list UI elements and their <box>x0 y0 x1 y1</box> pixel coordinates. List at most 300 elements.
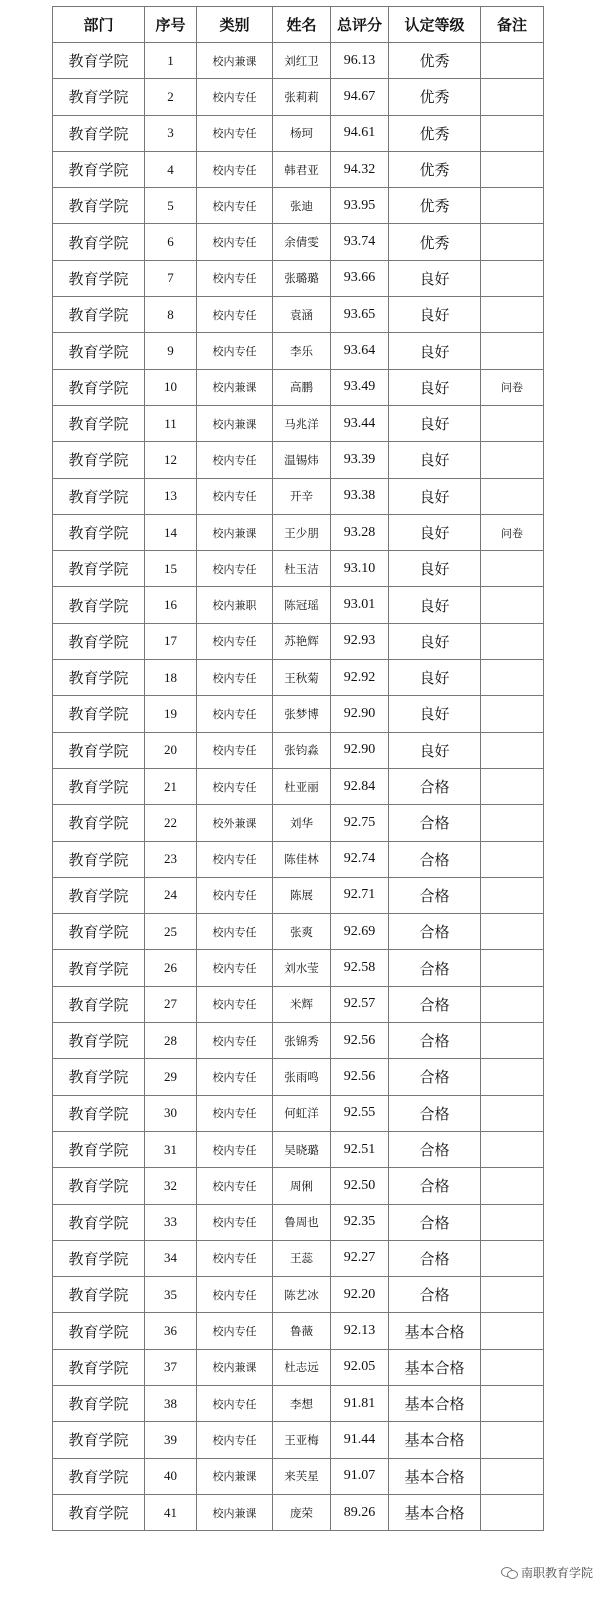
cell-level: 良好 <box>389 297 481 333</box>
cell-name: 马兆洋 <box>273 405 331 441</box>
cell-score: 91.07 <box>331 1458 389 1494</box>
cell-category: 校内专任 <box>197 841 273 877</box>
table-row <box>53 1458 544 1494</box>
cell-level: 良好 <box>389 660 481 696</box>
table-row <box>53 1313 544 1349</box>
cell-score: 93.74 <box>331 224 389 260</box>
cell-index: 27 <box>145 986 197 1022</box>
cell-category: 校内专任 <box>197 1023 273 1059</box>
cell-dept: 教育学院 <box>53 514 145 550</box>
cell-level: 基本合格 <box>389 1422 481 1458</box>
table-row <box>53 587 544 623</box>
cell-level: 基本合格 <box>389 1494 481 1530</box>
cell-index: 19 <box>145 696 197 732</box>
cell-index: 34 <box>145 1240 197 1276</box>
table-row <box>53 514 544 550</box>
cell-name: 张钧淼 <box>273 732 331 768</box>
cell-score: 94.32 <box>331 151 389 187</box>
table-row <box>53 369 544 405</box>
cell-dept: 教育学院 <box>53 660 145 696</box>
cell-score: 93.28 <box>331 514 389 550</box>
cell-level: 优秀 <box>389 79 481 115</box>
table-row <box>53 660 544 696</box>
cell-dept: 教育学院 <box>53 333 145 369</box>
cell-note <box>481 478 544 514</box>
header-name: 姓名 <box>273 7 331 43</box>
cell-dept: 教育学院 <box>53 1385 145 1421</box>
header-level: 认定等级 <box>389 7 481 43</box>
cell-dept: 教育学院 <box>53 623 145 659</box>
cell-category: 校内专任 <box>197 151 273 187</box>
cell-name: 王秋菊 <box>273 660 331 696</box>
cell-name: 陈展 <box>273 877 331 913</box>
cell-category: 校内专任 <box>197 1313 273 1349</box>
cell-level: 合格 <box>389 805 481 841</box>
cell-dept: 教育学院 <box>53 732 145 768</box>
cell-level: 合格 <box>389 986 481 1022</box>
cell-level: 良好 <box>389 369 481 405</box>
cell-score: 92.27 <box>331 1240 389 1276</box>
cell-index: 17 <box>145 623 197 659</box>
cell-score: 93.39 <box>331 442 389 478</box>
cell-level: 合格 <box>389 1059 481 1095</box>
wechat-icon <box>501 1566 517 1579</box>
watermark <box>501 1564 593 1581</box>
cell-note <box>481 1131 544 1167</box>
cell-category: 校内专任 <box>197 1240 273 1276</box>
cell-level: 合格 <box>389 1277 481 1313</box>
cell-name: 张锦秀 <box>273 1023 331 1059</box>
cell-index: 9 <box>145 333 197 369</box>
cell-note <box>481 768 544 804</box>
cell-note <box>481 1095 544 1131</box>
header-note: 备注 <box>481 7 544 43</box>
cell-level: 良好 <box>389 333 481 369</box>
cell-level: 基本合格 <box>389 1349 481 1385</box>
cell-score: 92.84 <box>331 768 389 804</box>
cell-name: 吴晓璐 <box>273 1131 331 1167</box>
cell-category: 校内专任 <box>197 1168 273 1204</box>
table-row <box>53 1277 544 1313</box>
table-row <box>53 841 544 877</box>
cell-name: 杜玉洁 <box>273 551 331 587</box>
cell-note <box>481 1313 544 1349</box>
table-row <box>53 986 544 1022</box>
cell-category: 校内专任 <box>197 188 273 224</box>
table-row <box>53 1204 544 1240</box>
table-body <box>53 43 544 1531</box>
cell-score: 92.75 <box>331 805 389 841</box>
header-index: 序号 <box>145 7 197 43</box>
cell-level: 基本合格 <box>389 1385 481 1421</box>
cell-score: 92.74 <box>331 841 389 877</box>
cell-level: 优秀 <box>389 151 481 187</box>
cell-category: 校内专任 <box>197 660 273 696</box>
cell-note <box>481 914 544 950</box>
cell-index: 24 <box>145 877 197 913</box>
cell-name: 张莉莉 <box>273 79 331 115</box>
cell-name: 高鹏 <box>273 369 331 405</box>
cell-name: 刘华 <box>273 805 331 841</box>
cell-category: 校内兼课 <box>197 1349 273 1385</box>
cell-category: 校内专任 <box>197 79 273 115</box>
cell-name: 陈艺冰 <box>273 1277 331 1313</box>
cell-category: 校内专任 <box>197 623 273 659</box>
cell-score: 94.61 <box>331 115 389 151</box>
cell-note <box>481 442 544 478</box>
cell-category: 校内兼课 <box>197 369 273 405</box>
cell-category: 校内专任 <box>197 1385 273 1421</box>
cell-name: 来芙星 <box>273 1458 331 1494</box>
cell-name: 苏艳辉 <box>273 623 331 659</box>
cell-level: 良好 <box>389 587 481 623</box>
cell-note <box>481 224 544 260</box>
cell-index: 2 <box>145 79 197 115</box>
cell-dept: 教育学院 <box>53 188 145 224</box>
cell-score: 93.49 <box>331 369 389 405</box>
cell-dept: 教育学院 <box>53 224 145 260</box>
cell-score: 92.50 <box>331 1168 389 1204</box>
cell-category: 校内专任 <box>197 1204 273 1240</box>
cell-note <box>481 1422 544 1458</box>
table-row <box>53 768 544 804</box>
cell-dept: 教育学院 <box>53 115 145 151</box>
cell-name: 何虹洋 <box>273 1095 331 1131</box>
cell-dept: 教育学院 <box>53 587 145 623</box>
cell-name: 鲁周也 <box>273 1204 331 1240</box>
cell-index: 32 <box>145 1168 197 1204</box>
cell-index: 14 <box>145 514 197 550</box>
table-row <box>53 333 544 369</box>
cell-index: 25 <box>145 914 197 950</box>
header-row <box>53 7 544 43</box>
cell-category: 校内兼课 <box>197 405 273 441</box>
cell-index: 30 <box>145 1095 197 1131</box>
cell-index: 39 <box>145 1422 197 1458</box>
table-row <box>53 950 544 986</box>
cell-score: 92.58 <box>331 950 389 986</box>
cell-name: 温锡炜 <box>273 442 331 478</box>
cell-level: 合格 <box>389 768 481 804</box>
cell-note <box>481 260 544 296</box>
table-row <box>53 297 544 333</box>
cell-dept: 教育学院 <box>53 1204 145 1240</box>
cell-note <box>481 623 544 659</box>
cell-dept: 教育学院 <box>53 914 145 950</box>
cell-level: 优秀 <box>389 188 481 224</box>
cell-score: 92.90 <box>331 732 389 768</box>
cell-note <box>481 986 544 1022</box>
table-row <box>53 877 544 913</box>
cell-index: 40 <box>145 1458 197 1494</box>
cell-dept: 教育学院 <box>53 1023 145 1059</box>
cell-note <box>481 1277 544 1313</box>
table-row <box>53 115 544 151</box>
table-row <box>53 43 544 79</box>
cell-dept: 教育学院 <box>53 297 145 333</box>
cell-note <box>481 115 544 151</box>
cell-name: 开辛 <box>273 478 331 514</box>
cell-dept: 教育学院 <box>53 1494 145 1530</box>
cell-category: 校外兼课 <box>197 805 273 841</box>
cell-name: 杨珂 <box>273 115 331 151</box>
cell-category: 校内专任 <box>197 1059 273 1095</box>
cell-score: 93.65 <box>331 297 389 333</box>
table-row <box>53 79 544 115</box>
cell-dept: 教育学院 <box>53 1277 145 1313</box>
cell-category: 校内专任 <box>197 297 273 333</box>
cell-dept: 教育学院 <box>53 805 145 841</box>
cell-category: 校内专任 <box>197 478 273 514</box>
cell-dept: 教育学院 <box>53 1240 145 1276</box>
cell-category: 校内专任 <box>197 986 273 1022</box>
cell-level: 良好 <box>389 260 481 296</box>
cell-dept: 教育学院 <box>53 405 145 441</box>
cell-name: 王亚梅 <box>273 1422 331 1458</box>
table-row <box>53 1422 544 1458</box>
cell-note <box>481 1059 544 1095</box>
cell-score: 92.20 <box>331 1277 389 1313</box>
cell-score: 92.93 <box>331 623 389 659</box>
cell-category: 校内专任 <box>197 732 273 768</box>
cell-level: 合格 <box>389 1023 481 1059</box>
cell-dept: 教育学院 <box>53 478 145 514</box>
table-row <box>53 1385 544 1421</box>
cell-dept: 教育学院 <box>53 768 145 804</box>
cell-note <box>481 1023 544 1059</box>
cell-dept: 教育学院 <box>53 1131 145 1167</box>
cell-note <box>481 696 544 732</box>
header-category: 类别 <box>197 7 273 43</box>
table-row <box>53 1168 544 1204</box>
cell-note <box>481 188 544 224</box>
cell-dept: 教育学院 <box>53 1422 145 1458</box>
cell-note <box>481 551 544 587</box>
cell-name: 刘水莹 <box>273 950 331 986</box>
cell-name: 周俐 <box>273 1168 331 1204</box>
cell-level: 良好 <box>389 696 481 732</box>
cell-index: 22 <box>145 805 197 841</box>
cell-category: 校内兼课 <box>197 1494 273 1530</box>
cell-score: 93.95 <box>331 188 389 224</box>
cell-name: 陈冠瑶 <box>273 587 331 623</box>
cell-score: 92.05 <box>331 1349 389 1385</box>
cell-index: 7 <box>145 260 197 296</box>
cell-level: 良好 <box>389 442 481 478</box>
header-dept: 部门 <box>53 7 145 43</box>
cell-category: 校内专任 <box>197 1095 273 1131</box>
cell-category: 校内专任 <box>197 115 273 151</box>
cell-score: 92.55 <box>331 1095 389 1131</box>
cell-score: 93.38 <box>331 478 389 514</box>
table-row <box>53 805 544 841</box>
cell-score: 89.26 <box>331 1494 389 1530</box>
evaluation-table <box>52 6 544 1531</box>
cell-index: 13 <box>145 478 197 514</box>
cell-note <box>481 732 544 768</box>
cell-category: 校内专任 <box>197 260 273 296</box>
cell-category: 校内专任 <box>197 768 273 804</box>
table-row <box>53 260 544 296</box>
table-row <box>53 623 544 659</box>
cell-name: 袁涵 <box>273 297 331 333</box>
cell-note <box>481 841 544 877</box>
cell-index: 29 <box>145 1059 197 1095</box>
cell-dept: 教育学院 <box>53 841 145 877</box>
cell-level: 基本合格 <box>389 1458 481 1494</box>
cell-index: 5 <box>145 188 197 224</box>
cell-dept: 教育学院 <box>53 551 145 587</box>
cell-note <box>481 297 544 333</box>
cell-index: 36 <box>145 1313 197 1349</box>
cell-name: 杜亚丽 <box>273 768 331 804</box>
table-row <box>53 188 544 224</box>
cell-note <box>481 79 544 115</box>
cell-level: 合格 <box>389 877 481 913</box>
cell-name: 王少朋 <box>273 514 331 550</box>
cell-score: 93.44 <box>331 405 389 441</box>
header-score: 总评分 <box>331 7 389 43</box>
cell-name: 米辉 <box>273 986 331 1022</box>
watermark-text: 南职教育学院 <box>520 1566 593 1580</box>
cell-score: 93.66 <box>331 260 389 296</box>
cell-dept: 教育学院 <box>53 1059 145 1095</box>
cell-index: 16 <box>145 587 197 623</box>
cell-level: 合格 <box>389 841 481 877</box>
table-row <box>53 151 544 187</box>
cell-note <box>481 405 544 441</box>
cell-dept: 教育学院 <box>53 442 145 478</box>
cell-dept: 教育学院 <box>53 369 145 405</box>
cell-index: 28 <box>145 1023 197 1059</box>
cell-level: 合格 <box>389 1131 481 1167</box>
cell-note <box>481 1240 544 1276</box>
table-row <box>53 1131 544 1167</box>
cell-name: 陈佳林 <box>273 841 331 877</box>
cell-score: 92.69 <box>331 914 389 950</box>
cell-category: 校内专任 <box>197 1422 273 1458</box>
cell-index: 8 <box>145 297 197 333</box>
cell-level: 合格 <box>389 1095 481 1131</box>
cell-score: 92.56 <box>331 1023 389 1059</box>
table-row <box>53 732 544 768</box>
cell-index: 12 <box>145 442 197 478</box>
cell-note: 问卷 <box>481 514 544 550</box>
cell-name: 庞荣 <box>273 1494 331 1530</box>
cell-index: 18 <box>145 660 197 696</box>
cell-category: 校内兼课 <box>197 43 273 79</box>
cell-note <box>481 1204 544 1240</box>
cell-note <box>481 950 544 986</box>
cell-index: 4 <box>145 151 197 187</box>
cell-category: 校内专任 <box>197 551 273 587</box>
cell-category: 校内兼课 <box>197 514 273 550</box>
cell-category: 校内专任 <box>197 333 273 369</box>
cell-dept: 教育学院 <box>53 950 145 986</box>
cell-name: 韩君亚 <box>273 151 331 187</box>
cell-score: 92.51 <box>331 1131 389 1167</box>
cell-category: 校内专任 <box>197 950 273 986</box>
table-row <box>53 405 544 441</box>
cell-level: 基本合格 <box>389 1313 481 1349</box>
cell-dept: 教育学院 <box>53 1349 145 1385</box>
cell-note <box>481 151 544 187</box>
cell-level: 良好 <box>389 623 481 659</box>
table-row <box>53 1240 544 1276</box>
cell-name: 王蕊 <box>273 1240 331 1276</box>
cell-name: 张璐璐 <box>273 260 331 296</box>
table-row <box>53 442 544 478</box>
cell-level: 合格 <box>389 950 481 986</box>
cell-dept: 教育学院 <box>53 986 145 1022</box>
cell-index: 41 <box>145 1494 197 1530</box>
cell-score: 92.71 <box>331 877 389 913</box>
cell-name: 张迪 <box>273 188 331 224</box>
cell-score: 96.13 <box>331 43 389 79</box>
cell-name: 杜志远 <box>273 1349 331 1385</box>
cell-index: 11 <box>145 405 197 441</box>
cell-index: 37 <box>145 1349 197 1385</box>
cell-score: 93.64 <box>331 333 389 369</box>
cell-note <box>481 587 544 623</box>
cell-category: 校内兼职 <box>197 587 273 623</box>
cell-category: 校内专任 <box>197 696 273 732</box>
cell-dept: 教育学院 <box>53 1458 145 1494</box>
cell-note <box>481 660 544 696</box>
cell-name: 鲁薇 <box>273 1313 331 1349</box>
cell-level: 优秀 <box>389 115 481 151</box>
cell-category: 校内专任 <box>197 442 273 478</box>
cell-level: 良好 <box>389 514 481 550</box>
cell-level: 良好 <box>389 405 481 441</box>
cell-score: 94.67 <box>331 79 389 115</box>
cell-index: 15 <box>145 551 197 587</box>
cell-score: 91.81 <box>331 1385 389 1421</box>
cell-dept: 教育学院 <box>53 1168 145 1204</box>
cell-dept: 教育学院 <box>53 260 145 296</box>
cell-name: 余倩雯 <box>273 224 331 260</box>
cell-category: 校内兼课 <box>197 1458 273 1494</box>
cell-note <box>481 1349 544 1385</box>
cell-category: 校内专任 <box>197 914 273 950</box>
cell-level: 合格 <box>389 1168 481 1204</box>
cell-category: 校内专任 <box>197 1131 273 1167</box>
cell-level: 优秀 <box>389 224 481 260</box>
cell-index: 38 <box>145 1385 197 1421</box>
cell-dept: 教育学院 <box>53 43 145 79</box>
cell-note <box>481 1494 544 1530</box>
cell-name: 刘红卫 <box>273 43 331 79</box>
cell-score: 92.13 <box>331 1313 389 1349</box>
cell-name: 李想 <box>273 1385 331 1421</box>
table-row <box>53 1059 544 1095</box>
table-row <box>53 1095 544 1131</box>
cell-score: 92.92 <box>331 660 389 696</box>
cell-index: 21 <box>145 768 197 804</box>
cell-score: 93.10 <box>331 551 389 587</box>
table-row <box>53 1349 544 1385</box>
cell-level: 合格 <box>389 1240 481 1276</box>
cell-score: 92.57 <box>331 986 389 1022</box>
cell-level: 良好 <box>389 551 481 587</box>
table-row <box>53 1023 544 1059</box>
cell-score: 91.44 <box>331 1422 389 1458</box>
cell-level: 优秀 <box>389 43 481 79</box>
table-row <box>53 478 544 514</box>
cell-index: 10 <box>145 369 197 405</box>
table-row <box>53 914 544 950</box>
cell-score: 92.56 <box>331 1059 389 1095</box>
